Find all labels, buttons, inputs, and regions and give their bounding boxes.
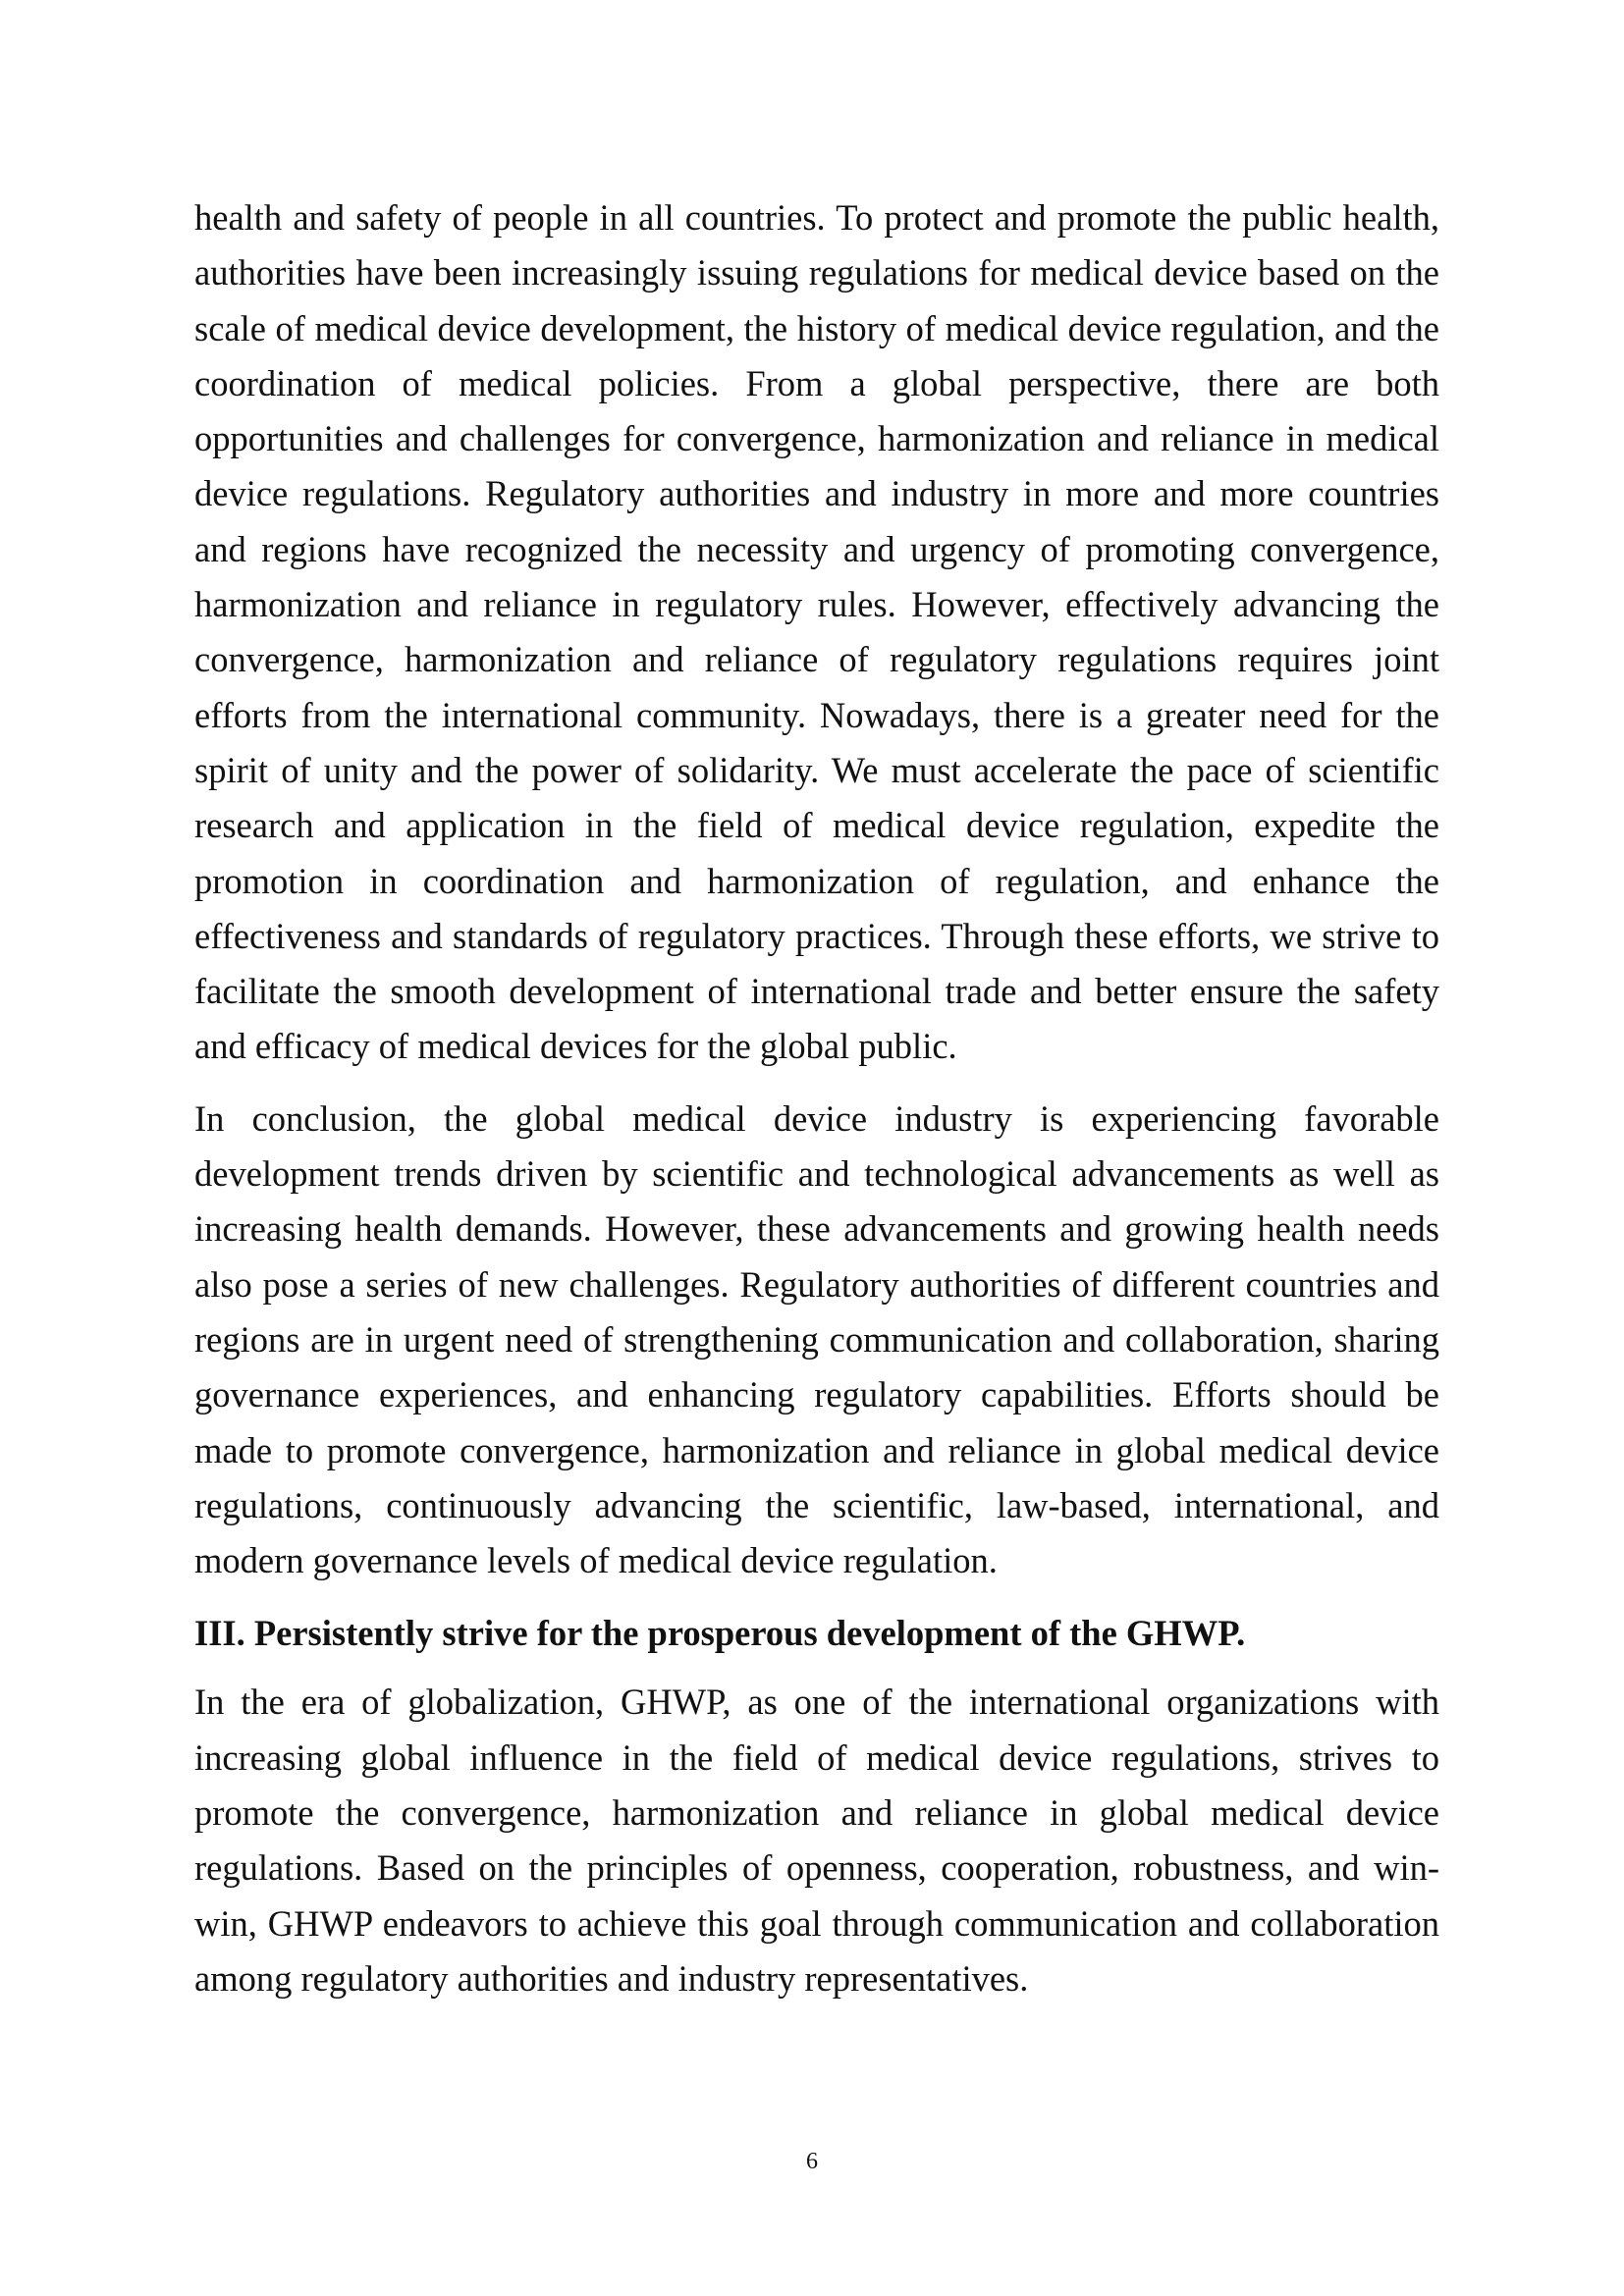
paragraph-regulation-convergence: health and safety of people in all countries. To protect and promote the public health, authorities have been increasingly issuing regulations for medical device based on the scale of medical device development, the history of medical device regulation, and the coordination of medical policies. From a global perspective, there are both opportunities and challenges for convergence, harmonization and reliance in medical device regulations. Regulatory authorities and industry in more and more countries and regions have recognized the necessity and urgency of promoting convergence, harmonization and reliance in regulatory rules. However, effectively advancing the convergence, harmonization and reliance of regulatory regulations requires joint efforts from the international community. Nowadays, there is a greater need for the spirit of unity and the power of solidarity. We must accelerate the pace of scientific research and application in the field of medical device regulation, expedite the promotion in coordination and harmonization of regulation, and enhance the effectiveness and standards of regulatory practices. Through these efforts, we strive to facilitate the smooth development of international trade and better ensure the safety and efficacy of medical devices for the global public. (194, 197, 1439, 1067)
section-heading: III. Persistently strive for the prosperous development of the GHWP. (194, 1613, 1246, 1654)
page-body (194, 190, 1439, 2006)
paragraph-globalization: In the era of globalization, GHWP, as one of the international organizations with increasing global influence in the field of medical device regulations, strives to promote the convergence, harmonization and reliance in global medical device regulations. Based on the principles of openness, cooperation, robustness, and win-win, GHWP endeavors to achieve this goal through communication and collaboration among regulatory authorities and industry representatives. (194, 1682, 1439, 1999)
page-number: 6 (806, 2149, 818, 2174)
paragraph-conclusion: In conclusion, the global medical device industry is experiencing favorable development trends driven by scientific and technological advancements as well as increasing health demands. However, these advancements and growing health needs also pose a series of new challenges. Regulatory authorities of different countries and regions are in urgent need of strengthening communication and collaboration, sharing governance experiences, and enhancing regulatory capabilities. Efforts should be made to promote convergence, harmonization and reliance in global medical device regulations, continuously advancing the scientific, law-based, international, and modern governance levels of medical device regulation. (194, 1097, 1439, 1581)
